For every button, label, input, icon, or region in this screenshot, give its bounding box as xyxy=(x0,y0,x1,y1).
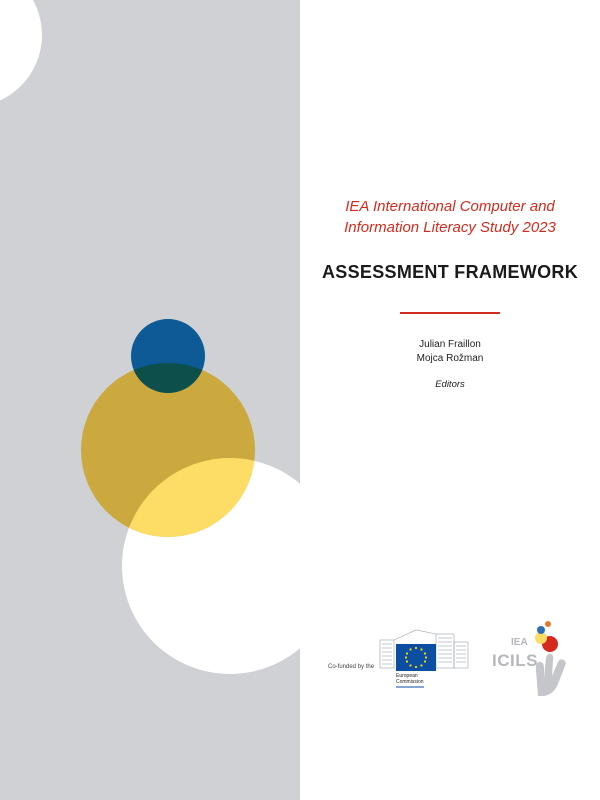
title-divider xyxy=(400,312,500,314)
white-circle-top xyxy=(0,0,42,107)
hand-icon xyxy=(536,654,566,696)
cofunded-text: Co-funded by the xyxy=(328,664,375,670)
editor-name-1: Julian Fraillon xyxy=(419,339,481,350)
logo-dot-blue xyxy=(537,626,545,634)
editor-name-2: Mojca Rožman xyxy=(416,353,484,364)
subtitle-line-2: Information Literacy Study 2023 xyxy=(344,219,556,236)
document-title: ASSESSMENT FRAMEWORK xyxy=(321,262,578,282)
logo-dot-orange xyxy=(545,621,551,627)
editors-label: Editors xyxy=(435,379,465,390)
icils-label: ICILS xyxy=(492,651,538,670)
iea-label: IEA xyxy=(511,637,528,648)
study-subtitle xyxy=(300,196,600,238)
subtitle-line-1: IEA International Computer and xyxy=(345,198,555,215)
european-commission-caption: European Commission xyxy=(396,673,424,685)
